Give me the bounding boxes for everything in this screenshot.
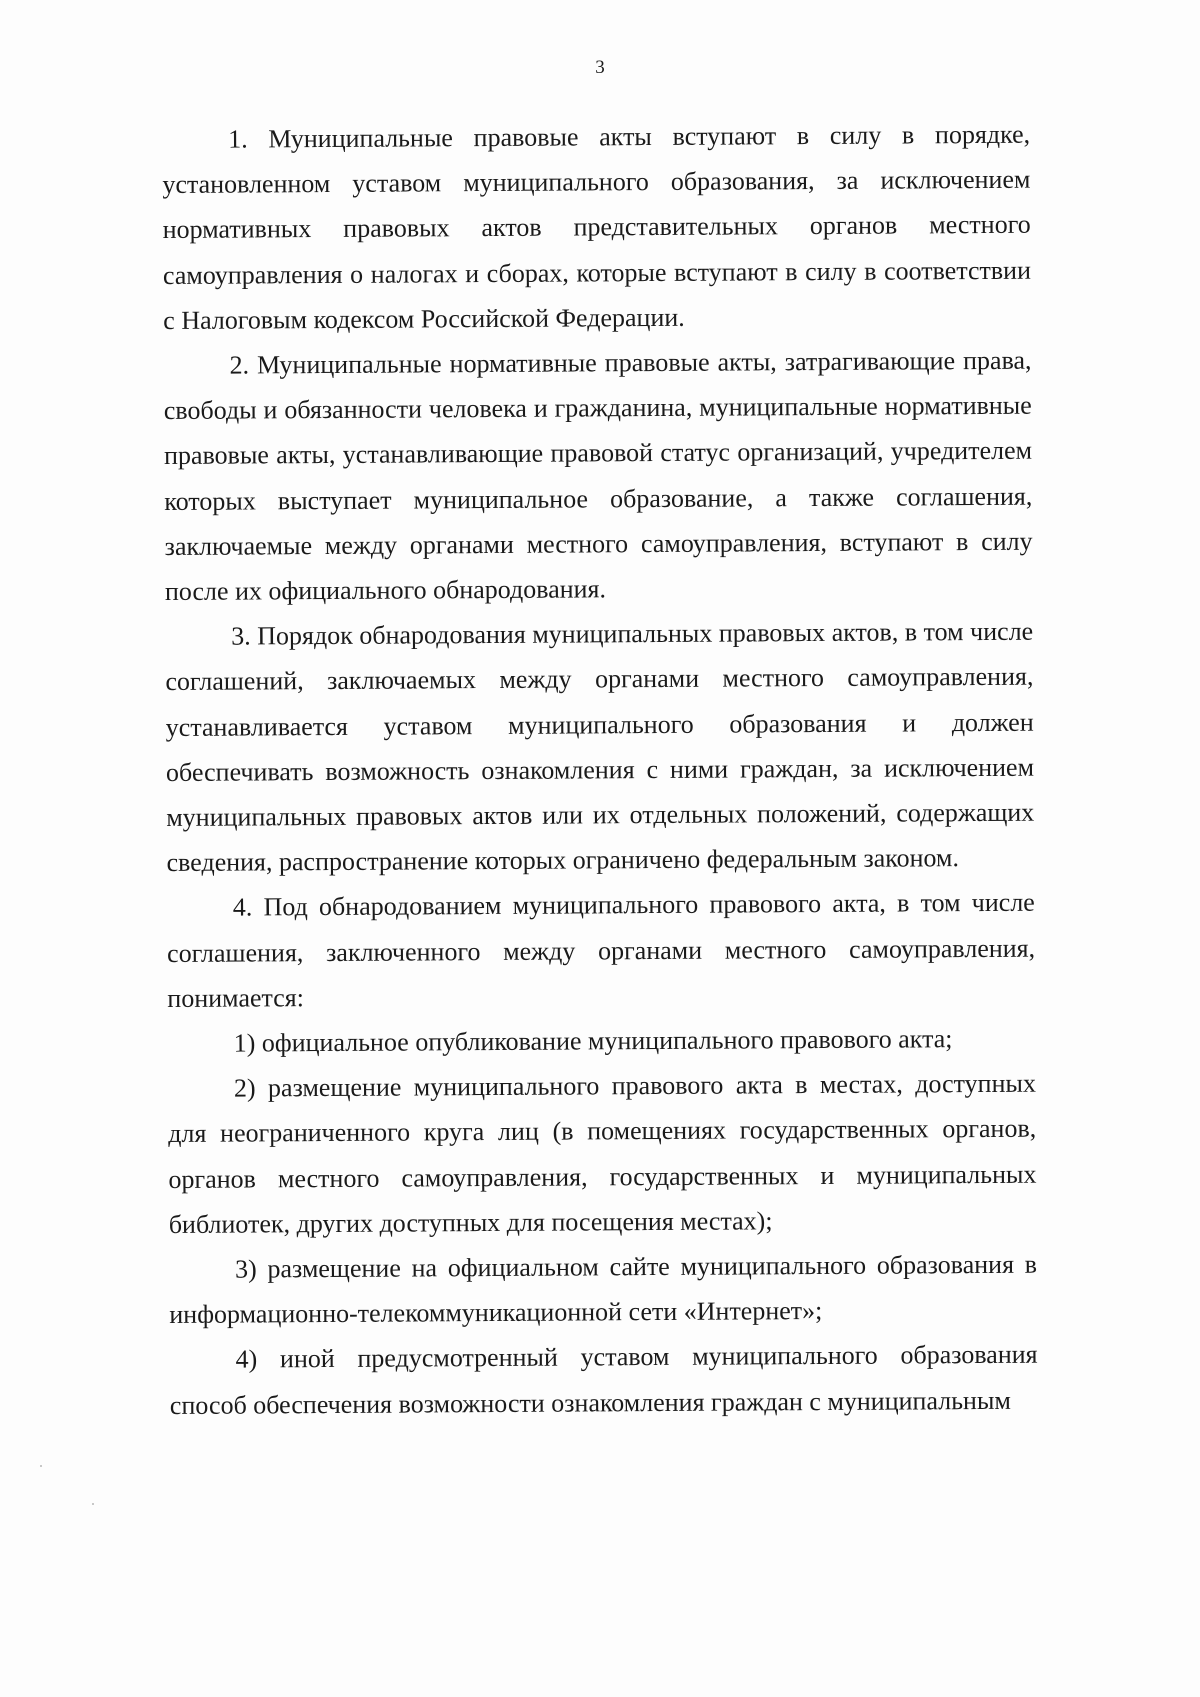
paragraph-3: 3. Порядок обнародования муниципальных правовых актов, в том числе соглашений, заключаемых между органами местного самоуправления, устанавливается уставом муниципального образования и должен обеспечивать возможность ознакомления с ними граждан, за исключением муниципальных правовых актов или их отдельных положений, содержащих сведения, распространение которых ограничено федеральным законом. bbox=[165, 616, 1035, 878]
paragraph-4: 4. Под обнародованием муниципального правового акта, в том числе соглашения, заключенного между органами местного самоуправления, понимается: bbox=[167, 888, 1036, 1013]
scan-artifact bbox=[92, 1503, 94, 1505]
list-item-1: 1) официальное опубликование муниципального правового акта; bbox=[233, 1024, 953, 1058]
scan-artifact bbox=[40, 1465, 42, 1467]
paragraph-1: 1. Муниципальные правовые акты вступают в силу в порядке, установленном уставом муниципального образования, за исключением нормативных правовых актов представительных органов местного самоуправления о налогах и сборах, которые вступают в силу в соответствии с Налоговым кодексом Российской Федерации. bbox=[162, 119, 1032, 335]
list-item-2: 2) размещение муниципального правового акта в местах, доступных для неограниченного круга лиц (в помещениях государственных органов, органов местного самоуправления, государственных и муниципальных библиотек, других доступных для посещения местах); bbox=[168, 1068, 1037, 1239]
list-item-3: 3) размещение на официальном сайте муниципального образования в информационно-телекоммуникационной сети «Интернет»; bbox=[169, 1249, 1038, 1330]
page-number: 3 bbox=[595, 57, 605, 78]
document-body bbox=[162, 112, 1038, 1428]
paragraph-2: 2. Муниципальные нормативные правовые акты, затрагивающие права, свободы и обязанности человека и гражданина, муниципальные нормативные правовые акты, устанавливающие правовой статус организаций, учредителем которых выступает муниципальное образование, а также соглашения, заключаемые между органами местного самоуправления, вступают в силу после их официального обнародования. bbox=[163, 345, 1033, 607]
list-item-4: 4) иной предусмотренный уставом муниципального образования способ обеспечения возможности ознакомления граждан с муниципальным bbox=[169, 1340, 1038, 1420]
